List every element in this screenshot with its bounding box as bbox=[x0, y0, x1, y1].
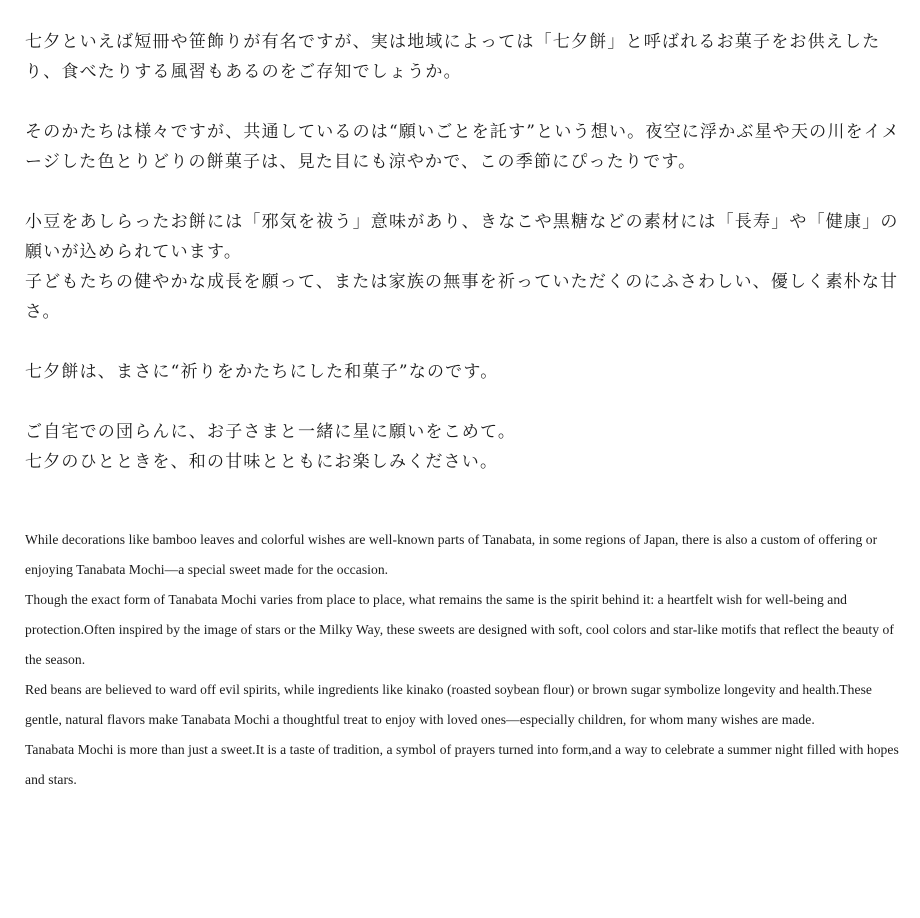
english-paragraph-3: Red beans are believed to ward off evil spirits, while ingredients like kinako (roasted soybean flour) or brown sugar symbolize longevity and health.These gentle, natural flavors make Tanabata Mochi a thoughtful treat to enjoy with loved ones—especially children, for whom many wishes are made. bbox=[25, 682, 873, 727]
japanese-paragraph-3: 小豆をあしらったお餅には「邪気を祓う」意味があり、きなこや黒糖などの素材には「長寿」や「健康」の願いが込められています。 子どもたちの健やかな成長を願って、または家族の無事を祈っていただくのにふさわしい、優しく素朴な甘さ。 bbox=[25, 212, 899, 322]
english-section bbox=[25, 525, 903, 795]
article-body bbox=[25, 27, 903, 795]
japanese-paragraph-5: ご自宅での団らんに、お子さまと一緒に星に願いをこめて。 七夕のひとときを、和の甘味とともにお楽しみください。 bbox=[25, 422, 517, 472]
japanese-paragraph-1: 七夕といえば短冊や笹飾りが有名ですが、実は地域によっては「七夕餅」と呼ばれるお菓子をお供えしたり、食べたりする風習もあるのをご存知でしょうか。 bbox=[25, 32, 881, 82]
english-paragraph-1: While decorations like bamboo leaves and colorful wishes are well-known parts of Tanabata, in some regions of Japan, there is also a custom of offering or enjoying Tanabata Mochi—a special sweet made for the occasion. bbox=[25, 532, 878, 577]
japanese-section bbox=[25, 27, 903, 477]
english-paragraph-4: Tanabata Mochi is more than just a sweet.It is a taste of tradition, a symbol of prayers turned into form,and a way to celebrate a summer night filled with hopes and stars. bbox=[25, 742, 899, 787]
english-paragraph-2: Though the exact form of Tanabata Mochi varies from place to place, what remains the same is the spirit behind it: a heartfelt wish for well-being and protection.Often inspired by the image of stars or the Milky Way, these sweets are designed with soft, cool colors and star-like motifs that reflect the beauty of the season. bbox=[25, 592, 894, 667]
japanese-paragraph-2: そのかたちは様々ですが、共通しているのは“願いごとを託す”という想い。夜空に浮かぶ星や天の川をイメージした色とりどりの餅菓子は、見た目にも涼やかで、この季節にぴったりです。 bbox=[25, 122, 901, 172]
japanese-paragraph-4: 七夕餅は、まさに“祈りをかたちにした和菓子”なのです。 bbox=[25, 362, 499, 382]
